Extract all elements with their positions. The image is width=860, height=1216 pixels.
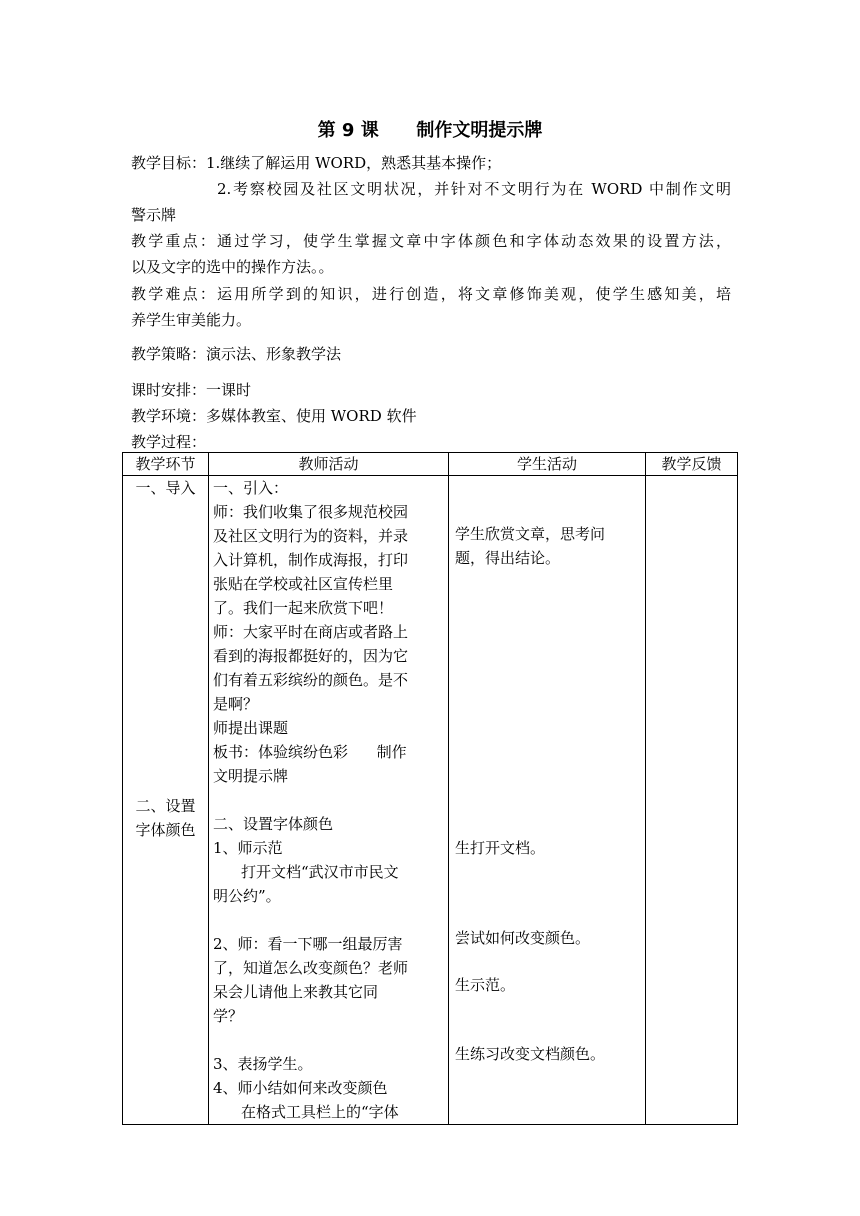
key-points-line-1: 教学重点：通过学习，使学生掌握文章中字体颜色和字体动态效果的设置方法， [131, 232, 731, 250]
teacher-line: 看到的海报都挺好的，因为它 [213, 647, 409, 665]
student-line: 题，得出结论。 [455, 549, 561, 567]
teacher-line: 及社区文明行为的资料，并录 [213, 527, 409, 545]
stage-font-color [127, 794, 204, 842]
teacher-line: 1、师示范 [213, 839, 283, 857]
spacer [213, 788, 444, 812]
objective-line-3: 警示牌 [131, 206, 177, 224]
teacher-line: 学？ [213, 1007, 244, 1025]
stage-font-color-line-1: 二、设置 [135, 797, 196, 815]
student-line: 学生欣赏文章，思考问 [455, 525, 606, 543]
teacher-line: 入计算机，制作成海报，打印 [213, 551, 409, 569]
teaching-objectives [131, 150, 731, 228]
teacher-line: 二、设置字体颜色 [213, 815, 334, 833]
teacher-line: 明公约”。 [213, 887, 281, 905]
teacher-line: 文明提示牌 [213, 767, 289, 785]
teacher-line: 师提出课题 [213, 719, 289, 737]
teacher-line: 4、师小结如何来改变颜色 [213, 1079, 388, 1097]
difficulties-line-2: 养学生审美能力。 [131, 311, 252, 329]
key-points-line-2: 以及文字的选中的操作方法。。 [131, 258, 334, 276]
teaching-strategy: 教学策略：演示法、形象教学法 [131, 345, 342, 363]
stage-font-color-line-2: 字体颜色 [135, 821, 196, 839]
teacher-activity [209, 476, 449, 1125]
teacher-line: 3、表扬学生。 [213, 1055, 313, 1073]
student-line-try-color: 尝试如何改变颜色。 [455, 929, 591, 947]
student-line-open-doc: 生打开文档。 [455, 839, 546, 857]
environment: 教学环境：多媒体教室、使用 WORD 软件 [131, 407, 417, 425]
teacher-line: 们有着五彩缤纷的颜色。是不 [213, 671, 409, 689]
teacher-line: 板书：体验缤纷色彩 制作 [213, 743, 407, 761]
student-line-practice: 生练习改变文档颜色。 [455, 1045, 606, 1063]
spacer [213, 908, 444, 932]
teacher-line: 张贴在学校或社区宣传栏里 [213, 575, 394, 593]
student-line-demo: 生示范。 [455, 976, 516, 994]
table-row [123, 476, 738, 1125]
teacher-line: 一、引入： [213, 479, 289, 497]
header-stage: 教学环节 [123, 453, 209, 476]
key-points [131, 228, 731, 280]
stage-intro: 一、导入 [135, 479, 196, 497]
teacher-line: 了。我们一起来欣赏下吧！ [213, 599, 394, 617]
student-line-appreciate [455, 522, 605, 570]
difficulties [131, 281, 731, 333]
student-activity [449, 476, 646, 1125]
objective-line-2: 2.考察校园及社区文明状况，并针对不文明行为在 WORD 中制作文明 [217, 180, 731, 198]
teacher-line: 了，知道怎么改变颜色？老师 [213, 959, 409, 977]
teacher-line: 是啊？ [213, 695, 259, 713]
page-title: 第 9 课 制作文明提示牌 [317, 120, 543, 141]
header-teacher: 教师活动 [209, 453, 449, 476]
spacer [213, 1028, 444, 1052]
teacher-line: 师：我们收集了很多规范校园 [213, 503, 409, 521]
teacher-line: 在格式工具栏上的“字体 [241, 1103, 399, 1121]
table-header-row [123, 453, 738, 476]
process-table [122, 452, 738, 1125]
difficulties-line-1: 教学难点：运用所学到的知识，进行创造，将文章修饰美观，使学生感知美，培 [131, 285, 731, 303]
header-feedback: 教学反馈 [646, 453, 738, 476]
teacher-line: 2、师：看一下哪一组最厉害 [213, 935, 403, 953]
teacher-line: 呆会儿请他上来教其它同 [213, 983, 379, 1001]
schedule: 课时安排：一课时 [131, 381, 252, 399]
stage-column [123, 476, 209, 1125]
teacher-line: 打开文档“武汉市市民文 [241, 863, 399, 881]
feedback-column [646, 476, 738, 1125]
header-student: 学生活动 [449, 453, 646, 476]
process-label: 教学过程： [131, 433, 207, 451]
objective-line-1: 教学目标：1.继续了解运用 WORD，熟悉其基本操作； [131, 154, 502, 172]
teacher-line: 师：大家平时在商店或者路上 [213, 623, 409, 641]
